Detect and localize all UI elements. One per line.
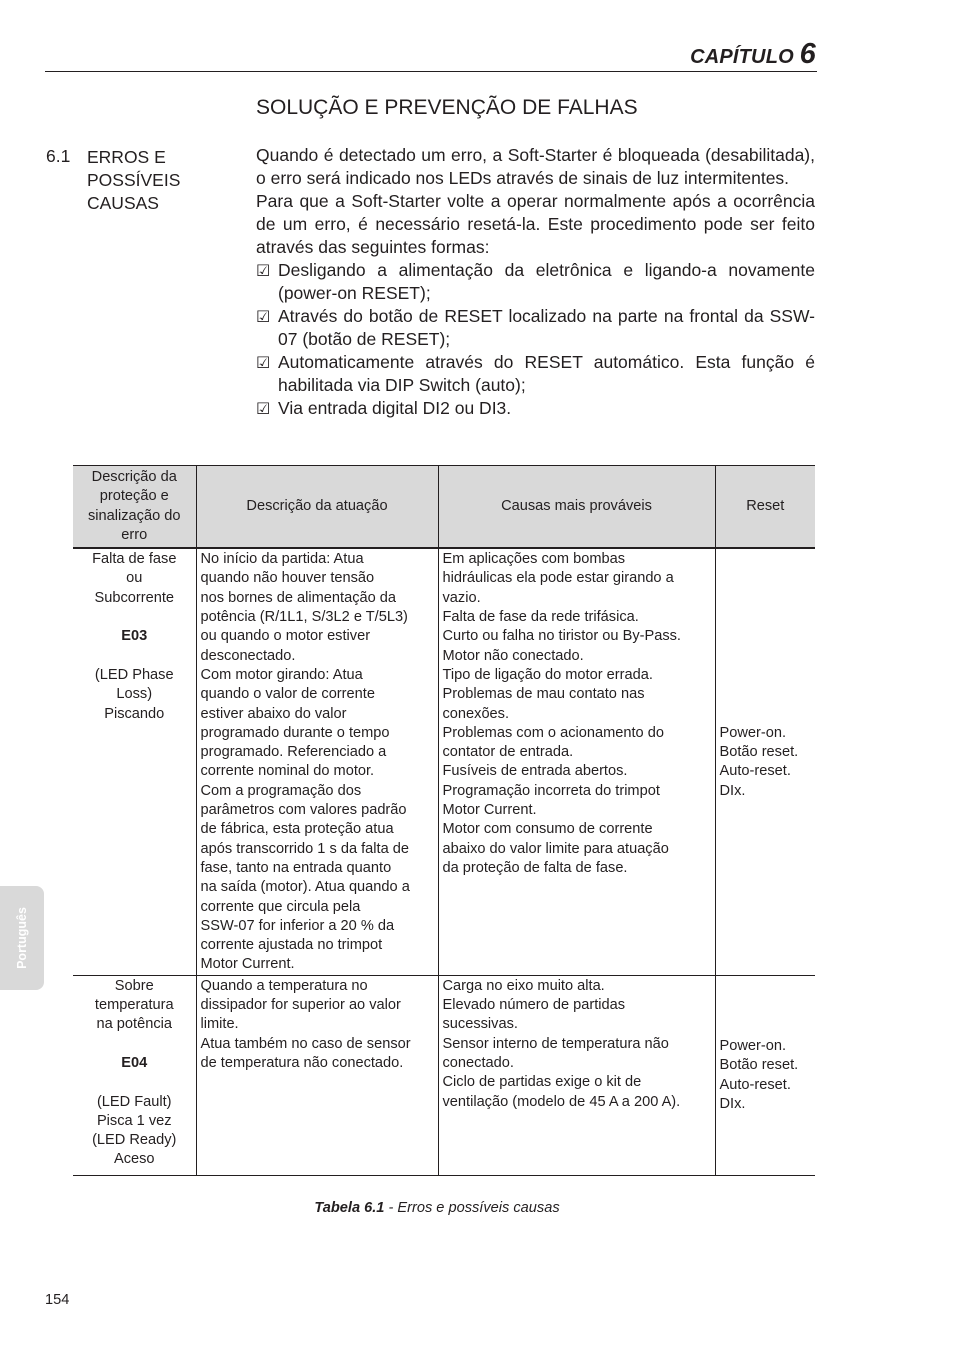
- cell-line: Subcorrente: [94, 589, 174, 606]
- protection-cell: [73, 548, 196, 975]
- cell-line: vazio.: [442, 589, 481, 606]
- cell-line: Power-on.: [719, 724, 787, 741]
- table-row: [73, 975, 815, 1175]
- section-name-line: CAUSAS: [87, 193, 159, 213]
- reset-cell: [715, 548, 815, 975]
- cell-line: (LED Phase: [94, 666, 174, 683]
- cell-line: conectado.: [442, 1054, 514, 1071]
- language-tab: [0, 886, 44, 990]
- cell-line: Auto-reset.: [719, 1076, 791, 1093]
- cell-line: sucessivas.: [442, 1016, 518, 1033]
- table-row: [73, 548, 815, 975]
- cell-line: Falta de fase: [92, 551, 177, 568]
- reset-method-item: [256, 351, 815, 397]
- chapter-label: CAPÍTULO: [690, 46, 794, 68]
- header-actuation: Descrição da atuação: [196, 466, 438, 549]
- intro-text: [256, 144, 815, 420]
- cell-line: conexões.: [442, 705, 510, 722]
- cell-line: Aceso: [113, 1151, 155, 1168]
- cell-line: parâmetros com valores padrão: [200, 802, 407, 819]
- section-number: 6.1: [46, 146, 71, 166]
- cell-line: Atua também no caso de sensor: [200, 1035, 411, 1052]
- cell-line: Auto-reset.: [719, 763, 791, 780]
- cell-line: Sobre: [114, 977, 154, 994]
- cell-line: Motor não conectado.: [442, 647, 584, 664]
- causes-cell: [438, 548, 715, 975]
- cell-line: na saída (motor). Atua quando a: [200, 879, 410, 896]
- reset-method-text: Desligando a alimentação da eletrônica e ligando-a novamente (power-on RESET);: [278, 260, 815, 303]
- cell-line: Tipo de ligação do motor errada.: [442, 666, 653, 683]
- cell-line: Problemas de mau contato nas: [442, 686, 645, 703]
- intro-paragraph-2: Para que a Soft-Starter volte a operar normalmente após a ocorrência de um erro, é necessário resetá-la. Este procedimento pode ser feito através das seguintes formas:: [256, 191, 815, 257]
- cell-line: fase, tanto na entrada quanto: [200, 859, 392, 876]
- cell-line: corrente ajustada no trimpot: [200, 937, 383, 954]
- cell-line: Pisca 1 vez: [96, 1112, 172, 1129]
- cell-line: nos bornes de alimentação da: [200, 589, 397, 606]
- table-caption: [0, 1200, 874, 1216]
- error-code: E03: [121, 628, 148, 645]
- reset-cell: [715, 975, 815, 1175]
- cell-line: na potência: [96, 1016, 172, 1033]
- cell-line: Botão reset.: [719, 744, 799, 761]
- cell-line: de temperatura não conectado.: [200, 1054, 404, 1071]
- cell-line: Programação incorreta do trimpot: [442, 782, 660, 799]
- cell-line: dissipador for superior ao valor: [200, 997, 401, 1014]
- cell-line: ou quando o motor estiver: [200, 628, 371, 645]
- cell-line: SSW-07 for inferior a 20 % da: [200, 917, 395, 934]
- language-tab-label: Português: [15, 907, 29, 969]
- cell-line: corrente nominal do motor.: [200, 763, 375, 780]
- cell-line: Com a programação dos: [200, 782, 362, 799]
- actuation-cell: [196, 975, 438, 1175]
- cell-line: DIx.: [719, 1096, 746, 1113]
- cell-line: Power-on.: [719, 1038, 787, 1055]
- intro-paragraph-1: Quando é detectado um erro, a Soft-Starter é bloqueada (desabilitada), o erro será indicado nos LEDs através de sinais de luz intermitentes.: [256, 145, 815, 188]
- cell-line: estiver abaixo do valor: [200, 705, 347, 722]
- reset-method-text: Via entrada digital DI2 ou DI3.: [278, 398, 512, 418]
- cell-line: Motor com consumo de corrente: [442, 821, 653, 838]
- cell-line: (LED Fault): [96, 1093, 172, 1110]
- cell-line: programado durante o tempo: [200, 724, 390, 741]
- reset-method-text: Através do botão de RESET localizado na parte na frontal da SSW-07 (botão de RESET);: [278, 306, 815, 349]
- cell-line: limite.: [200, 1016, 239, 1033]
- cell-line: quando o valor de corrente: [200, 686, 375, 703]
- cell-line: (LED Ready): [92, 1132, 177, 1149]
- cell-line: da proteção de falta de fase.: [442, 859, 628, 876]
- error-table: [73, 465, 815, 1176]
- cell-line: Quando a temperatura no: [200, 977, 368, 994]
- cell-line: hidráulicas ela pode estar girando a: [442, 570, 674, 587]
- cell-line: Motor Current.: [200, 956, 295, 973]
- cell-line: Carga no eixo muito alta.: [442, 977, 605, 994]
- cell-line: programado. Referenciado a: [200, 744, 387, 761]
- header-protection: Descrição da proteção e sinalização do erro: [73, 466, 196, 549]
- cell-line: Elevado número de partidas: [442, 997, 626, 1014]
- section-name-line: POSSÍVEIS: [87, 170, 181, 190]
- cell-line: Piscando: [104, 705, 165, 722]
- checkbox-checked-icon: ☑: [256, 261, 271, 280]
- cell-line: Falta de fase da rede trifásica.: [442, 609, 639, 626]
- spacer: [77, 608, 192, 627]
- cell-line: abaixo do valor limite para atuação: [442, 840, 669, 857]
- cell-line: desconectado.: [200, 647, 296, 664]
- reset-method-item: [256, 305, 815, 351]
- error-code: E04: [121, 1054, 148, 1071]
- spacer: [77, 647, 192, 666]
- cell-line: Ciclo de partidas exige o kit de: [442, 1074, 642, 1091]
- section-name: [87, 146, 237, 215]
- header-causes: Causas mais prováveis: [438, 466, 715, 549]
- cell-line: Fusíveis de entrada abertos.: [442, 763, 628, 780]
- reset-method-text: Automaticamente através do RESET automático. Esta função é habilitada via DIP Switch (auto);: [278, 352, 815, 395]
- cell-line: quando não houver tensão: [200, 570, 375, 587]
- cell-line: Problemas com o acionamento do: [442, 724, 664, 741]
- cell-line: após transcorrido 1 s da falta de: [200, 840, 409, 857]
- header-rule: [45, 71, 817, 72]
- cell-line: No início da partida: Atua: [200, 551, 364, 568]
- header-reset: Reset: [715, 466, 815, 549]
- spacer: [77, 1073, 192, 1092]
- spacer: [77, 1035, 192, 1054]
- cell-line: Curto ou falha no tiristor ou By-Pass.: [442, 628, 681, 645]
- cell-line: Sensor interno de temperatura não: [442, 1035, 669, 1052]
- cell-line: Com motor girando: Atua: [200, 666, 363, 683]
- cell-line: Motor Current.: [442, 802, 537, 819]
- cell-line: potência (R/1L1, S/3L2 e T/5L3): [200, 609, 408, 626]
- checkbox-checked-icon: ☑: [256, 307, 271, 326]
- actuation-cell: [196, 548, 438, 975]
- cell-line: Em aplicações com bombas: [442, 551, 626, 568]
- chapter-number: 6: [799, 38, 816, 70]
- table-header-row: [73, 466, 815, 549]
- reset-method-item: [256, 259, 815, 305]
- checkbox-checked-icon: ☑: [256, 353, 271, 372]
- causes-cell: [438, 975, 715, 1175]
- section-name-line: ERROS E: [87, 147, 166, 167]
- reset-method-item: [256, 397, 815, 420]
- cell-line: temperatura: [94, 997, 174, 1014]
- protection-cell: [73, 975, 196, 1175]
- cell-line: corrente que circula pela: [200, 898, 361, 915]
- caption-label: Tabela 6.1: [314, 1200, 385, 1216]
- cell-line: contator de entrada.: [442, 744, 574, 761]
- page-title: SOLUÇÃO E PREVENÇÃO DE FALHAS: [256, 96, 638, 119]
- caption-text: - Erros e possíveis causas: [384, 1200, 560, 1216]
- cell-line: ventilação (modelo de 45 A a 200 A).: [442, 1093, 681, 1110]
- cell-line: de fábrica, esta proteção atua: [200, 821, 394, 838]
- cell-line: ou: [126, 570, 143, 587]
- cell-line: Botão reset.: [719, 1057, 799, 1074]
- cell-line: Loss): [116, 686, 153, 703]
- page-number: 154: [45, 1292, 70, 1308]
- cell-line: DIx.: [719, 782, 746, 799]
- checkbox-checked-icon: ☑: [256, 399, 271, 418]
- chapter-heading: [690, 38, 816, 71]
